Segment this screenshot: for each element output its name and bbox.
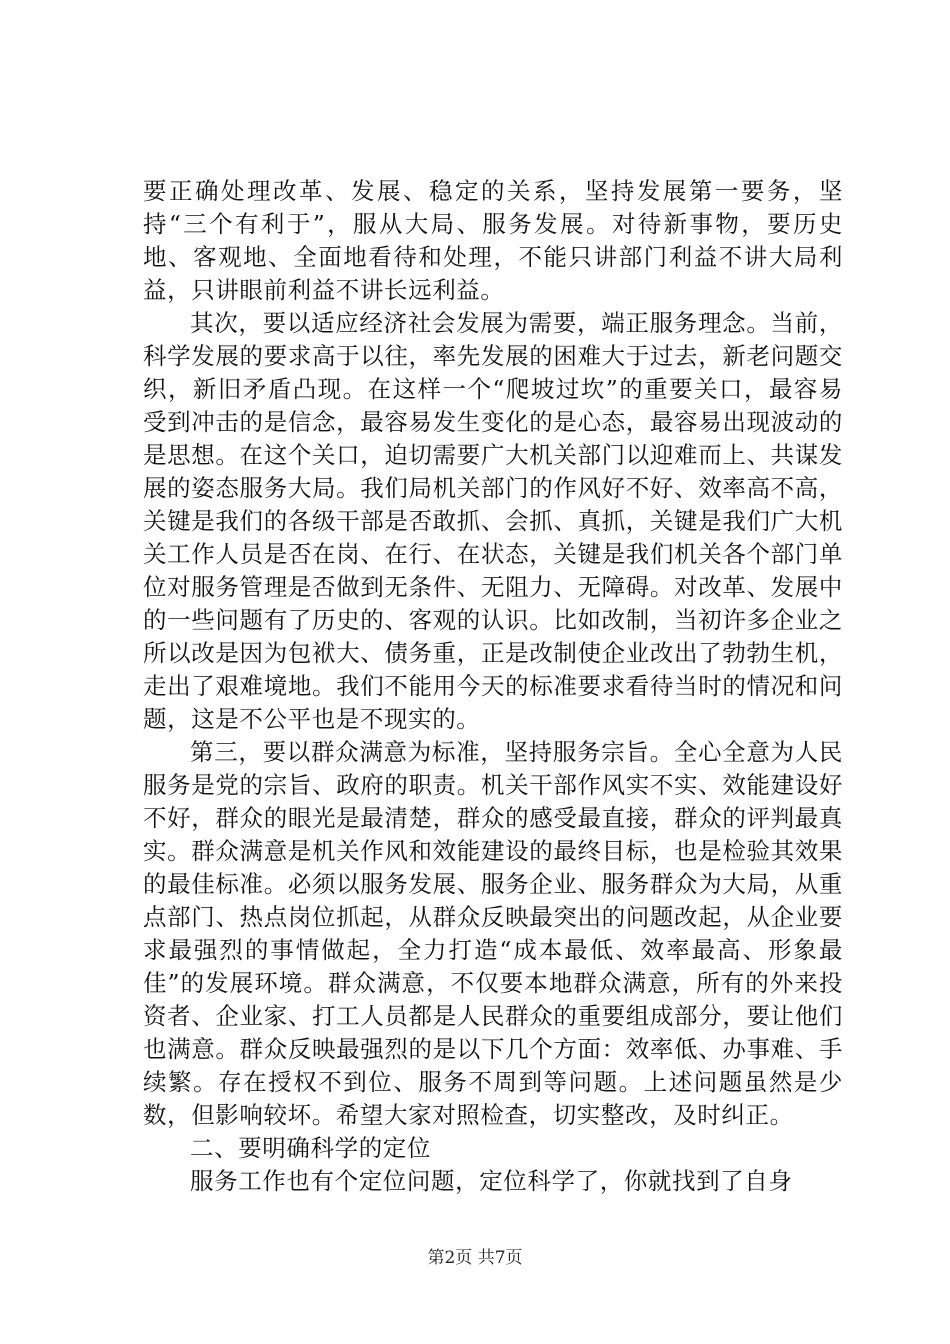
paragraph-2: 其次，要以适应经济社会发展为需要，端正服务理念。当前，科学发展的要求高于以往，率先发展的困难大于过去，新老问题交织，新旧矛盾凸现。在这样一个“爬坡过坎”的重要关口，最容易受到冲击的是信念，最容易发生变化的是心态，最容易出现波动的是思想。在这个关口，迫切需要广大机关部门以迎难而上、共谋发展的姿态服务大局。我们局机关部门的作风好不好、效率高不高，关键是我们的各级干部是否敢抓、会抓、真抓，关键是我们广大机关工作人员是否在岗、在行、在状态，关键是我们机关各个部门单位对服务管理是否做到无条件、无阻力、无障碍。对改革、发展中的一些问题有了历史的、客观的认识。比如改制，当初许多企业之所以改是因为包袱大、债务重，正是改制使企业改出了勃勃生机，走出了艰难境地。我们不能用今天的标准要求看待当时的情况和问题，这是不公平也是不现实的。 bbox=[143, 309, 843, 733]
paragraph-4: 服务工作也有个定位问题，定位科学了，你就找到了自身 bbox=[190, 1167, 793, 1195]
document-body bbox=[143, 175, 843, 1198]
paragraph-3: 第三，要以群众满意为标准，坚持服务宗旨。全心全意为人民服务是党的宗旨、政府的职责。机关干部作风实不实、效能建设好不好，群众的眼光是最清楚，群众的感受最直接，群众的评判最真实。群众满意是机关作风和效能建设的最终目标，也是检验其效果的最佳标准。必须以服务发展、服务企业、服务群众为大局，从重点部门、热点岗位抓起，从群众反映最突出的问题改起，从企业要求最强烈的事情做起，全力打造“成本最低、效率最高、形象最佳”的发展环境。群众满意，不仅要本地群众满意，所有的外来投资者、企业家、打工人员都是人民群众的重要组成部分，要让他们也满意。群众反映最强烈的是以下几个方面：效率低、办事难、手续繁。存在授权不到位、服务不周到等问题。上述问题虽然是少数，但影响较坏。希望大家对照检查，切实整改，及时纠正。 bbox=[143, 738, 843, 1129]
section-heading: 二、要明确科学的定位 bbox=[190, 1134, 431, 1162]
page-number-footer: 第2页 共7页 bbox=[427, 1248, 523, 1268]
paragraph-1: 要正确处理改革、发展、稳定的关系，坚持发展第一要务，坚持“三个有利于”，服从大局、服务发展。对待新事物，要历史地、客观地、全面地看待和处理，不能只讲部门利益不讲大局利益，只讲眼前利益不讲长远利益。 bbox=[143, 177, 843, 304]
